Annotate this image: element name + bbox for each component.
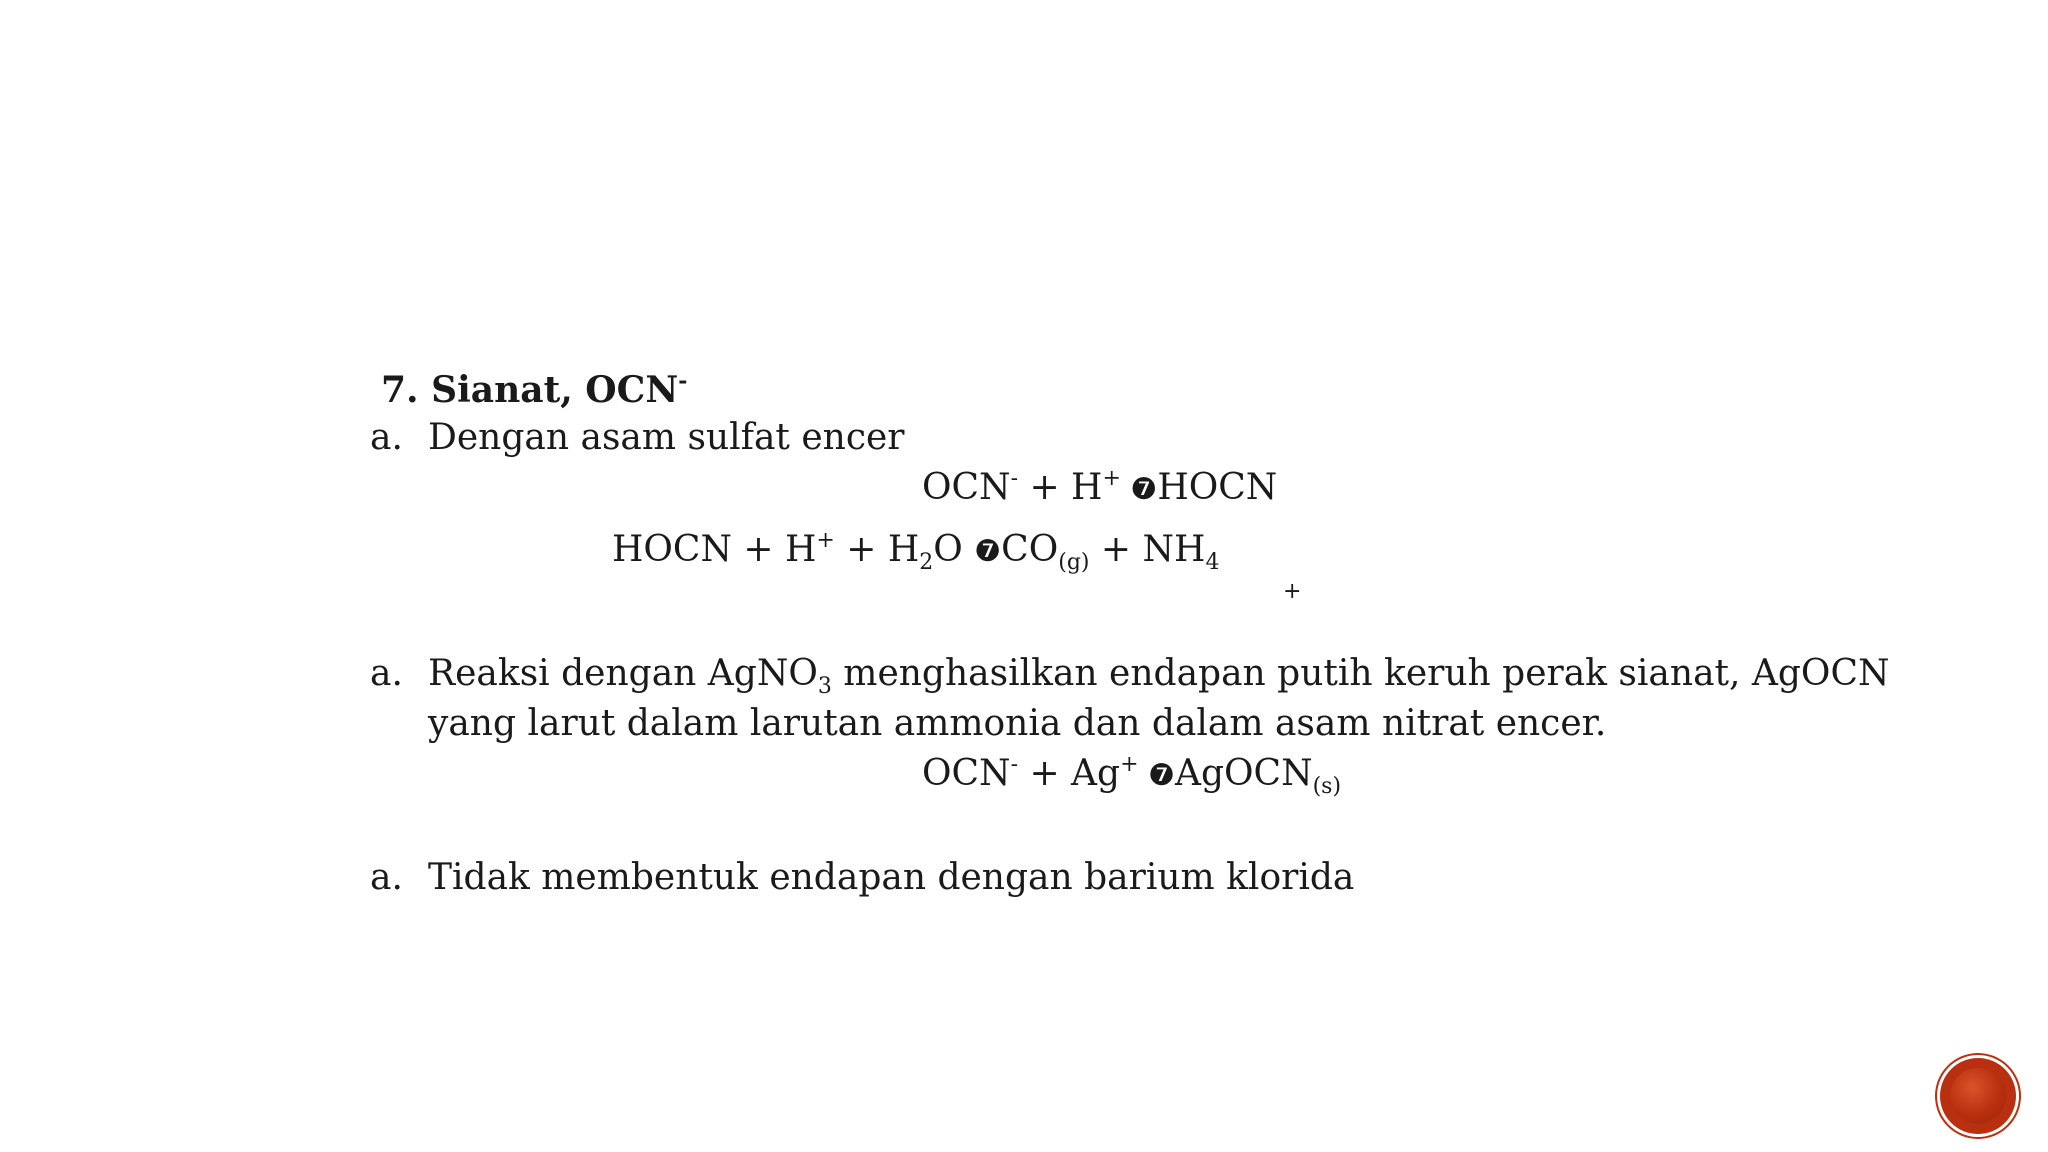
equation-1 (922, 466, 1277, 512)
eq-part: OCN (922, 467, 1011, 508)
eq-part: AgOCN (1174, 753, 1313, 794)
reaction-arrow-icon: ❼ (974, 534, 1002, 569)
eq-sup: + (1102, 466, 1121, 491)
eq-part: + H (834, 529, 920, 570)
item-text-line-1 (428, 652, 1890, 699)
reaction-arrow-icon: ❼ (1138, 758, 1175, 793)
title-superscript: - (678, 368, 688, 394)
stray-superscript-plus: + (1283, 579, 1302, 604)
slide-title (381, 368, 687, 412)
item-text-line-2: yang larut dalam larutan ammonia dan dalam asam nitrat encer. (428, 703, 1607, 744)
eq-sup: - (1010, 466, 1018, 491)
eq-sup: + (816, 528, 835, 553)
eq-sub: (g) (1058, 550, 1090, 575)
eq-part: HOCN + H (612, 529, 817, 570)
eq-sub: (s) (1312, 774, 1342, 799)
eq-part: CO (1001, 529, 1059, 570)
item-marker: a. (370, 857, 403, 898)
item-text: Dengan asam sulfat encer (428, 417, 905, 458)
equation-2 (612, 528, 1219, 574)
text-part: Reaksi dengan AgNO (428, 653, 818, 694)
eq-part: + H (1018, 467, 1103, 508)
text-part: menghasilkan endapan putih keruh perak sianat, AgOCN (831, 653, 1890, 694)
reaction-arrow-icon: ❼ (1120, 472, 1158, 507)
eq-sup: - (1010, 752, 1018, 777)
eq-part: + Ag (1018, 753, 1121, 794)
eq-part: HOCN (1157, 467, 1278, 508)
equation-3 (922, 752, 1341, 798)
eq-sub: 2 (919, 550, 934, 575)
next-slide-button[interactable] (1940, 1058, 2016, 1134)
eq-sub: 4 (1205, 550, 1220, 575)
eq-part: O (933, 529, 975, 570)
text-sub: 3 (817, 674, 832, 699)
title-text: 7. Sianat, OCN (381, 369, 679, 411)
eq-sup: + (1120, 752, 1139, 777)
eq-part: + NH (1089, 529, 1206, 570)
item-marker: a. (370, 653, 403, 694)
eq-part: OCN (922, 753, 1011, 794)
item-text: Tidak membentuk endapan dengan barium klorida (428, 857, 1355, 898)
item-marker: a. (370, 417, 403, 458)
